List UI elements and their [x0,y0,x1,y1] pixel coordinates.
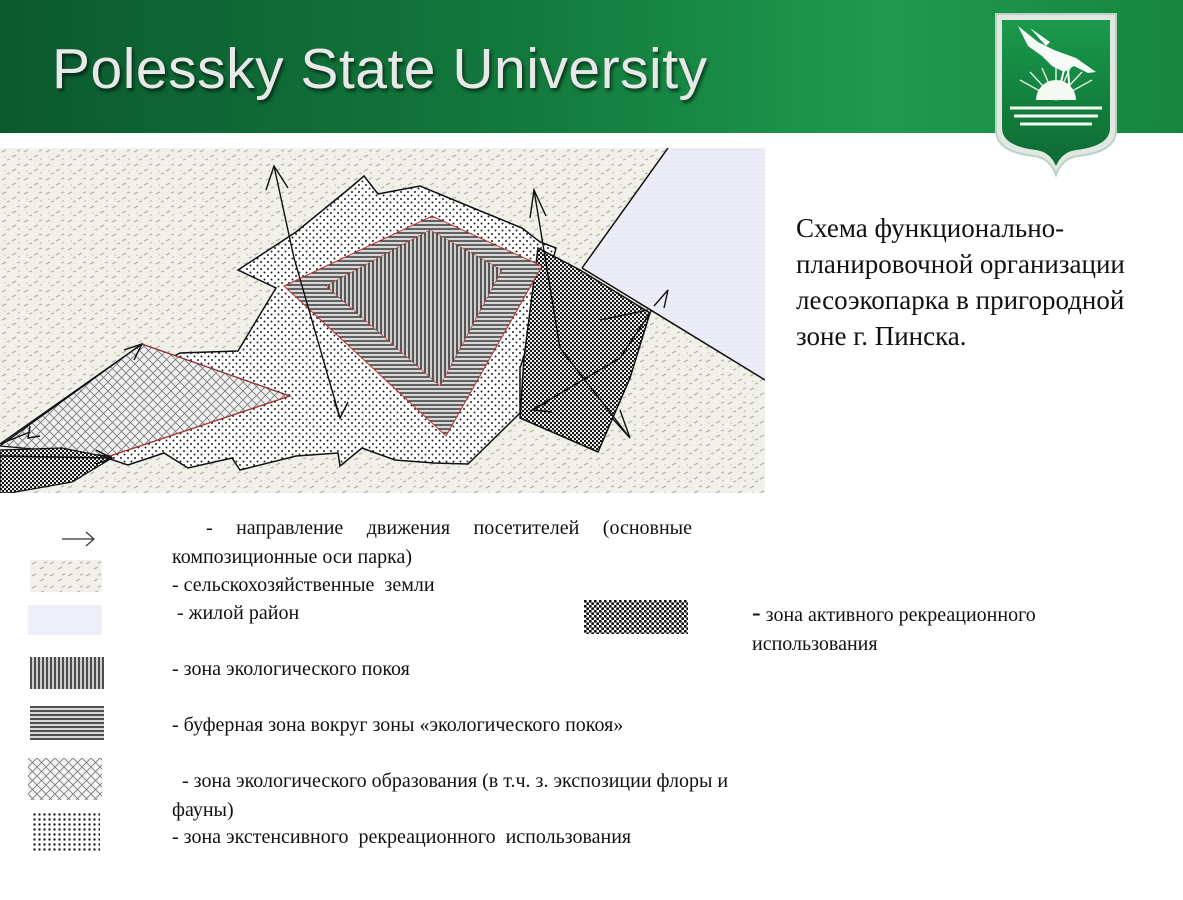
agricultural-swatch [30,560,102,592]
legend-buffer: - буферная зона вокруг зоны «экологического покоя» [172,714,624,736]
map-caption: Схема функционально-планировочной организации лесоэкопарка в пригородной зоне г. Пинска. [796,213,1125,351]
eco-rest-swatch [30,657,104,689]
university-title: Polessky State University [52,37,708,101]
legend-extensive-recreation: - зона экстенсивного рекреационного использования [172,826,632,848]
residential-swatch [28,605,102,635]
extensive-recreation-swatch [32,812,100,852]
legend-eco-education: - зона экологического образования (в т.ч. з. экспозиции флоры и фауны) [172,770,734,821]
legend-agricultural: - сельскохозяйственные земли [172,574,435,596]
eco-education-swatch [28,758,102,800]
legend-visitor-direction: - направление движения посетителей (основные композиционные оси парка) [172,517,692,568]
legend-eco-rest: - зона экологического покоя [172,658,410,680]
park-zoning-map [0,148,765,493]
buffer-swatch [30,706,104,740]
stork-crest-icon [992,12,1120,177]
active-recreation-swatch [584,600,688,634]
legend-active-recreation [752,598,1112,659]
legend-residential: - жилой район [172,602,300,624]
legend-active-recreation-label: зона активного рекреационного использования [752,604,1036,655]
legend-active-recreation-dash: - [752,598,761,627]
arrow-legend-icon [60,528,100,550]
